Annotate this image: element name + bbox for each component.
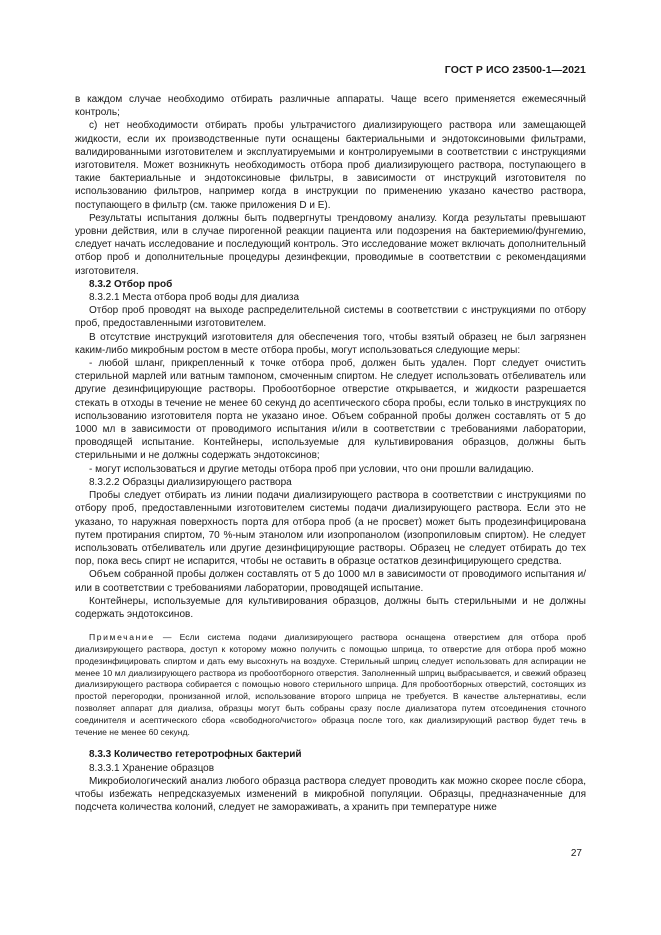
- subsection-heading: 8.3.2.2 Образцы диализирующего раствора: [89, 476, 292, 488]
- paragraph: в каждом случае необходимо отбирать различные аппараты. Чаще всего применяется ежемесячный контроль;: [75, 94, 586, 119]
- paragraph: В отсутствие инструкций изготовителя для обеспечения того, чтобы взятый образец не был загрязнен каким-либо микробным ростом в месте отбора пробы, могут использоваться следующие меры:: [75, 331, 586, 356]
- note-text: — Если система подачи диализирующего раствора оснащена отверстием для отбора проб диализирующего раствора, доступ к которому можно получить с помощью шприца, то отверстие для отбора проб можно продезинфицировать спиртом и дать ему высохнуть на воздухе. Стерильный шприц следует использовать для аспирации не менее 10 мл диализирующего раствора из пробоотборного отверстия. Заполненный шприц выбрасывается, и свежий образец диализирующего раствора собирается с помощью нового стерильного шприца. Для пробоотборных отверстий, состоящих из простой перегородки, пронизанной иглой, использование второго шприца не требуется. В качестве альтернативы, если позволяет аппарат для диализа, образцы могут быть собраны сразу после диализатора путем отсоединения сточного соединителя и асептического сбора «свободного/чистого» образца после того, как диализирующий раствор будет течь в течение не менее 60 секунд.: [75, 632, 586, 737]
- paragraph: Результаты испытания должны быть подвергнуты трендовому анализу. Когда результаты превышают уровни действия, или в случае пирогенной реакции пациента или подозрения на бактериемию/фунгемию, следует начать исследование и последующий контроль. Это исследование может включать дополнительный отбор проб и дополнительные процедуры дезинфекции, проводимые в соответствии с рекомендациями изготовителя.: [75, 212, 586, 277]
- list-item-c: c) нет необходимости отбирать пробы ультрачистого диализирующего раствора или замещающей жидкости, если их производственные пути оснащены бактериальными и эндотоксиновыми фильтрами, валидированными изготовителем и эксплуатируемыми и контролируемыми в соответствии с инструкциями изготовителя. Может возникнуть необходимость отбора проб диализирующего раствора, поступающего в такие бактериальные и эндотоксиновые фильтры, в зависимости от инструкций изготовителя по использованию фильтров, например когда в инструкции по применению указано качество раствора, поступающего в фильтр (см. также приложения D и E).: [75, 120, 586, 211]
- page-number: 27: [570, 848, 582, 859]
- paragraph: Отбор проб проводят на выходе распределительной системы в соответствии с инструкциями по отбору проб, предоставленными изготовителем.: [75, 305, 586, 330]
- note-label: Примечание: [89, 632, 155, 643]
- note: [75, 632, 586, 738]
- list-item: - любой шланг, прикрепленный к точке отбора проб, должен быть удален. Порт следует очистить стерильной марлей или ватным тампоном, смоченным спиртом. Не следует использовать отбеливатель или другие дезинфицирующие растворы. Пробоотборное отверстие открывается, и жидкости разрешается стекать в отходы в течение не менее 60 секунд до асептического сбора пробы, если только в инструкциях по использованию изготовителя порта не указано иное. Объем собранной пробы должен составлять от 5 до 1000 мл в зависимости от проводимого испытания и/или в соответствии с требованиями лаборатории, проводящей испытание. Контейнеры, используемые для культивирования образцов, должны быть стерильными и не должны содержать эндотоксинов;: [75, 358, 586, 462]
- standard-header: ГОСТ Р ИСО 23500-1—2021: [444, 64, 586, 76]
- section-heading: 8.3.2 Отбор проб: [89, 278, 173, 290]
- paragraph: Объем собранной пробы должен составлять от 5 до 1000 мл в зависимости от проводимого испытания и/или в соответствии с требованиями лаборатории, проводящей испытание.: [75, 569, 586, 594]
- paragraph: Пробы следует отбирать из линии подачи диализирующего раствора в соответствии с инструкциями по отбору проб, предоставленными изготовителем системы подачи диализирующего раствора. Если это не указано, то наружная поверхность порта для отбора проб (а не просвет) может быть продезинфицирована путем протирания спиртом, 70 %-ным этанолом или изопропанолом (изопропиловым спиртом). Не следует использовать отбеливатель или другие дезинфицирующие растворы. Образец не следует отбирать до тех пор, пока весь спирт не испарится, чтобы не оставить в образце остатков дезинфицирующего средства.: [75, 490, 586, 568]
- subsection-heading: 8.3.2.1 Места отбора проб воды для диализа: [89, 292, 300, 304]
- paragraph: Контейнеры, используемые для культивирования образцов, должны быть стерильными и не должны содержать эндотоксинов.: [75, 595, 586, 620]
- section-heading: 8.3.3 Количество гетеротрофных бактерий: [89, 749, 302, 761]
- document-body: [75, 93, 586, 814]
- paragraph: Микробиологический анализ любого образца раствора следует проводить как можно скорее после сбора, чтобы избежать непредсказуемых изменений в микробной популяции. Образцы, предназначенные для подсчета количества колоний, следует не замораживать, а хранить при температуре ниже: [75, 775, 586, 814]
- subsection-heading: 8.3.3.1 Хранение образцов: [89, 762, 215, 774]
- list-item: - могут использоваться и другие методы отбора проб при условии, что они прошли валидацию.: [89, 463, 534, 475]
